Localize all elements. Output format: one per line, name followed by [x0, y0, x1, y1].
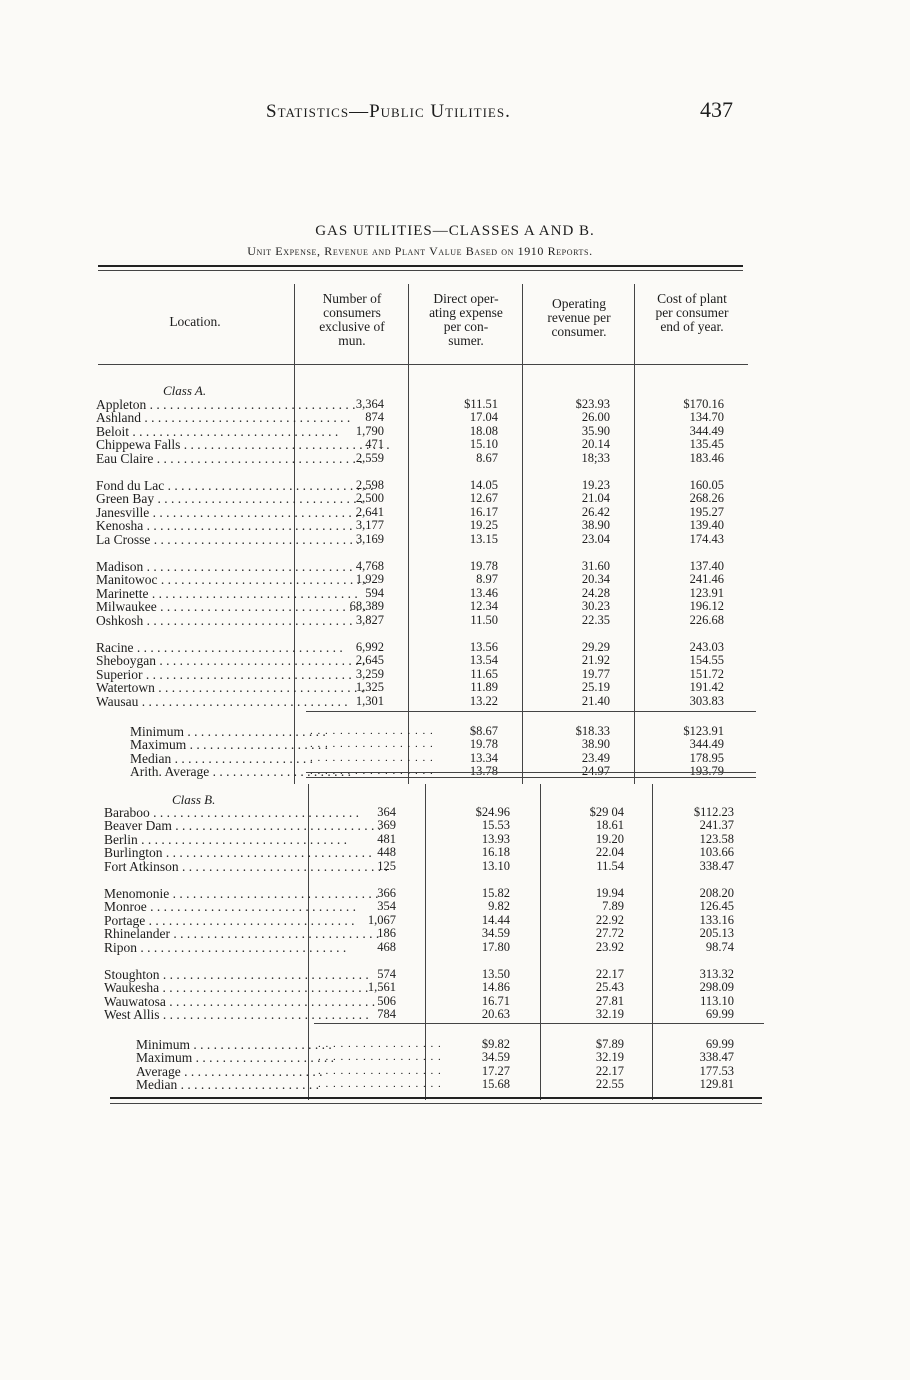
revenue-cell: 35.90 [581, 423, 610, 438]
cost-cell: 174.43 [689, 531, 724, 546]
table-row [96, 492, 724, 506]
cost-cell: 160.05 [689, 478, 724, 492]
stat-row [136, 1051, 734, 1065]
revenue-cell: 38.90 [581, 737, 610, 752]
stats-rule-b [314, 1023, 764, 1024]
location-cell: Median . . . [136, 1078, 306, 1092]
table-row [104, 846, 734, 860]
expense-cell: 19.78 [469, 737, 498, 752]
cost-cell: 313.32 [699, 967, 734, 981]
cost-cell: 195.27 [689, 504, 724, 519]
table-row [96, 411, 724, 425]
location-cell: Madison . . . [96, 560, 292, 574]
location-cell: Green Bay . . . [96, 492, 292, 506]
table-row [96, 614, 724, 628]
expense-cell: 34.59 [481, 1050, 510, 1065]
revenue-cell: 18;33 [581, 450, 610, 465]
consumers-cell: 354 [377, 899, 396, 914]
consumers-cell: 369 [377, 818, 396, 833]
location-cell: Wausau . . . [96, 695, 292, 709]
expense-cell: 18.08 [469, 423, 498, 438]
location-cell: Ashland . . . [96, 411, 292, 425]
header-revenue: Operating revenue per consumer. [547, 296, 611, 339]
expense-cell: 15.68 [481, 1077, 510, 1092]
revenue-cell: 24.28 [581, 585, 610, 600]
location-cell: Menomonie . . . [104, 887, 304, 901]
expense-cell: 11.89 [470, 680, 498, 695]
revenue-cell: $29 04 [589, 805, 624, 819]
location-cell: Watertown . . . [96, 681, 292, 695]
location-cell: Rhinelander . . . [104, 927, 304, 941]
expense-cell: $11.51 [464, 397, 498, 411]
revenue-cell: $23.93 [575, 397, 610, 411]
consumers-cell: 874 [365, 410, 384, 425]
stat-row [136, 1078, 734, 1092]
consumers-cell: 2,559 [355, 450, 384, 465]
cost-cell: $170.16 [683, 397, 724, 411]
class-divider-rule-2 [306, 777, 756, 778]
table-row [96, 533, 724, 547]
expense-cell: 16.17 [469, 504, 498, 519]
class-divider-rule [306, 772, 756, 773]
stats-rule-a [306, 711, 756, 712]
expense-cell: 12.34 [469, 599, 498, 614]
expense-cell: 13.50 [481, 967, 510, 981]
location-cell: Stoughton . . . [104, 968, 304, 982]
location-cell: Oshkosh . . . [96, 614, 292, 628]
expense-cell: 15.82 [481, 886, 510, 900]
table-title: GAS UTILITIES—CLASSES A AND B. [315, 223, 595, 239]
cost-cell: $123.91 [683, 724, 724, 738]
expense-cell: 34.59 [481, 926, 510, 941]
consumers-cell: 468 [377, 939, 396, 954]
consumers-cell: 366 [377, 886, 396, 900]
consumers-cell: 2,645 [355, 653, 384, 668]
revenue-cell: 19.20 [595, 831, 624, 846]
expense-cell: 15.53 [481, 818, 510, 833]
consumers-cell: 481 [377, 831, 396, 846]
expense-cell: $24.96 [475, 805, 510, 819]
consumers-cell: 448 [377, 845, 396, 860]
revenue-cell: 25.43 [595, 980, 624, 995]
consumers-cell: 6,992 [355, 640, 384, 654]
page-number: 437 [700, 97, 733, 122]
revenue-cell: 21.04 [581, 491, 610, 506]
revenue-cell: 20.14 [581, 437, 610, 452]
consumers-cell: 1,929 [355, 572, 384, 587]
revenue-cell: 22.92 [595, 912, 624, 927]
location-cell: Eau Claire . . . [96, 452, 292, 466]
location-cell: West Allis . . . [104, 1008, 304, 1022]
cost-cell: 183.46 [689, 450, 724, 465]
revenue-cell: 23.49 [581, 750, 610, 765]
expense-cell: 17.80 [481, 939, 510, 954]
table-row [104, 1008, 734, 1022]
revenue-cell: 31.60 [581, 559, 610, 573]
location-cell: Wauwatosa . . . [104, 995, 304, 1009]
expense-cell: 19.78 [469, 559, 498, 573]
expense-cell: 13.46 [469, 585, 498, 600]
location-cell: Superior . . . [96, 668, 292, 682]
cost-cell: 151.72 [689, 666, 724, 681]
cost-cell: 69.99 [705, 1037, 734, 1051]
placeholder-dots: . . . . . . . . . . . . . . . . . [318, 1051, 442, 1064]
revenue-cell: 23.92 [595, 939, 624, 954]
location-cell: Burlington . . . [104, 846, 304, 860]
table-row [96, 438, 724, 452]
cost-cell: 123.91 [689, 585, 724, 600]
consumers-cell: 4,768 [355, 559, 384, 573]
revenue-cell: 24.97 [581, 764, 610, 779]
consumers-cell: 1,301 [355, 693, 384, 708]
expense-cell: 16.71 [481, 993, 510, 1008]
location-cell: Maximum . . . [136, 1051, 306, 1065]
revenue-cell: 22.55 [595, 1077, 624, 1092]
cost-cell: 137.40 [689, 559, 724, 573]
location-cell: Median . . . [130, 752, 300, 766]
placeholder-dots: . . . . . . . . . . . . . . . . . [310, 765, 434, 778]
table-row [104, 927, 734, 941]
cost-cell: 103.66 [699, 845, 734, 860]
table-row [104, 819, 734, 833]
cost-cell: 193.79 [689, 764, 724, 779]
location-cell: Fort Atkinson . . . [104, 860, 304, 874]
stat-row [130, 738, 724, 752]
header-location: Location. [169, 314, 221, 329]
location-cell: Portage . . . [104, 914, 304, 928]
location-cell: Maximum . . . [130, 738, 300, 752]
table-row [96, 452, 724, 466]
consumers-cell: 2,500 [355, 491, 384, 506]
bottom-rule [110, 1097, 762, 1099]
consumers-cell: 3,169 [355, 531, 384, 546]
consumers-cell: 68,389 [349, 599, 384, 614]
cost-cell: 241.46 [689, 572, 724, 587]
header-expense: Direct oper- ating expense per con- sumer. [429, 291, 503, 348]
revenue-cell: 27.72 [595, 926, 624, 941]
expense-cell: 14.86 [481, 980, 510, 995]
cost-cell: 139.40 [689, 518, 724, 533]
table-row [96, 681, 724, 695]
revenue-cell: 25.19 [581, 680, 610, 695]
cost-cell: 126.45 [699, 899, 734, 914]
expense-cell: 13.54 [469, 653, 498, 668]
expense-cell: 11.65 [470, 666, 498, 681]
location-cell: Waukesha . . . [104, 981, 304, 995]
cost-cell: 133.16 [699, 912, 734, 927]
expense-cell: 17.27 [481, 1063, 510, 1078]
expense-cell: 13.56 [469, 640, 498, 654]
revenue-cell: 21.40 [581, 693, 610, 708]
expense-cell: 8.67 [476, 450, 498, 465]
expense-cell: 15.10 [469, 437, 498, 452]
revenue-cell: $7.89 [595, 1037, 624, 1051]
consumers-cell: 3,177 [355, 518, 384, 533]
location-cell: Baraboo . . . [104, 806, 304, 820]
consumers-cell: 125 [377, 858, 396, 873]
expense-cell: 11.50 [470, 612, 498, 627]
location-cell: Kenosha . . . [96, 519, 292, 533]
revenue-cell: 22.04 [595, 845, 624, 860]
cost-cell: 178.95 [689, 750, 724, 765]
cost-cell: 208.20 [699, 886, 734, 900]
expense-cell: $9.82 [481, 1037, 510, 1051]
top-rule [98, 265, 743, 267]
consumers-cell: 574 [377, 967, 396, 981]
expense-cell: 8.97 [476, 572, 498, 587]
location-cell: Beloit . . . [96, 425, 292, 439]
revenue-cell: 38.90 [581, 518, 610, 533]
cost-cell: 129.81 [699, 1077, 734, 1092]
class-a-label: Class A. [163, 383, 207, 398]
expense-cell: 13.78 [469, 764, 498, 779]
revenue-cell: 29.29 [581, 640, 610, 654]
location-cell: Average . . . [136, 1065, 306, 1079]
cost-cell: 344.49 [689, 423, 724, 438]
location-cell: Manitowoc . . . [96, 573, 292, 587]
revenue-cell: 26.00 [581, 410, 610, 425]
consumers-cell: 1,790 [355, 423, 384, 438]
cost-cell: 241.37 [699, 818, 734, 833]
header-rule [98, 364, 748, 365]
table-row [96, 519, 724, 533]
cost-cell: 298.09 [699, 980, 734, 995]
location-cell: Beaver Dam . . . [104, 819, 304, 833]
table-row [96, 573, 724, 587]
revenue-cell: 22.35 [581, 612, 610, 627]
revenue-cell: 23.04 [581, 531, 610, 546]
revenue-cell: 11.54 [596, 858, 624, 873]
location-cell: Fond du Lac . . . [96, 479, 292, 493]
placeholder-dots: . . . . . . . . . . . . . . . . . [310, 738, 434, 751]
location-cell: Marinette . . . [96, 587, 292, 601]
placeholder-dots: . . . . . . . . . . . . . . . . . [310, 725, 434, 737]
top-rule-inner [98, 270, 743, 271]
revenue-cell: 22.17 [595, 967, 624, 981]
table-row [96, 695, 724, 709]
revenue-cell: 18.61 [595, 818, 624, 833]
cost-cell: 135.45 [689, 437, 724, 452]
cost-cell: 191.42 [689, 680, 724, 695]
expense-cell: 13.10 [481, 858, 510, 873]
table-row [104, 860, 734, 874]
expense-cell: 14.05 [469, 478, 498, 492]
consumers-cell: 364 [377, 805, 396, 819]
consumers-cell: 1,067 [367, 912, 396, 927]
placeholder-dots: . . . . . . . . . . . . . . . . . [318, 1038, 442, 1050]
consumers-cell: 1,325 [355, 680, 384, 695]
cost-cell: 134.70 [689, 410, 724, 425]
placeholder-dots: . . . . . . . . . . . . . . . . . [318, 1078, 442, 1091]
table-subtitle: Unit Expense, Revenue and Plant Value Based on 1910 Reports. [247, 244, 593, 258]
location-cell: Appleton . . . [96, 398, 292, 412]
cost-cell: 205.13 [699, 926, 734, 941]
consumers-cell: 3,827 [355, 612, 384, 627]
revenue-cell: 32.19 [595, 1050, 624, 1065]
revenue-cell: 22.17 [595, 1063, 624, 1078]
cost-cell: $112.23 [693, 805, 734, 819]
expense-cell: 13.15 [469, 531, 498, 546]
cost-cell: 344.49 [689, 737, 724, 752]
location-cell: Chippewa Falls . . . [96, 438, 292, 452]
location-cell: Monroe . . . [104, 900, 304, 914]
table-row [104, 941, 734, 955]
cost-cell: 196.12 [689, 599, 724, 614]
consumers-cell: 3,364 [355, 397, 384, 411]
header-cost: Cost of plant per consumer end of year. [655, 291, 729, 334]
consumers-cell: 506 [377, 993, 396, 1008]
table-row [96, 654, 724, 668]
consumers-cell: 594 [365, 585, 384, 600]
location-cell: Janesville . . . [96, 506, 292, 520]
expense-cell: 17.04 [469, 410, 498, 425]
location-cell: Sheboygan . . . [96, 654, 292, 668]
cost-cell: 303.83 [689, 693, 724, 708]
location-cell: Minimum . . . [130, 725, 300, 739]
cost-cell: 243.03 [689, 640, 724, 654]
table-row [104, 900, 734, 914]
consumers-cell: 2,598 [355, 478, 384, 492]
expense-cell: 13.93 [481, 831, 510, 846]
consumers-cell: 1,561 [367, 980, 396, 995]
revenue-cell: 7.89 [602, 899, 624, 914]
location-cell: Berlin . . . [104, 833, 304, 847]
cost-cell: 98.74 [705, 939, 734, 954]
consumers-cell: 186 [377, 926, 396, 941]
location-cell: Ripon . . . [104, 941, 304, 955]
expense-cell: 19.25 [469, 518, 498, 533]
cost-cell: 268.26 [689, 491, 724, 506]
expense-cell: 13.34 [469, 750, 498, 765]
revenue-cell: 19.94 [595, 886, 624, 900]
consumers-cell: 2,641 [355, 504, 384, 519]
cost-cell: 113.10 [700, 993, 734, 1008]
revenue-cell: 19.77 [581, 666, 610, 681]
revenue-cell: 19.23 [581, 478, 610, 492]
expense-cell: 12.67 [469, 491, 498, 506]
cost-cell: 123.58 [699, 831, 734, 846]
table-row [96, 600, 724, 614]
revenue-cell: 21.92 [581, 653, 610, 668]
consumers-cell: 471 [365, 437, 384, 452]
consumers-cell: 3,259 [355, 666, 384, 681]
location-cell: La Crosse . . . [96, 533, 292, 547]
revenue-cell: $18.33 [575, 724, 610, 738]
placeholder-dots: . . . . . . . . . . . . . . . . . [318, 1064, 442, 1077]
location-cell: Racine . . . [96, 641, 292, 655]
cost-cell: 177.53 [699, 1063, 734, 1078]
cost-cell: 69.99 [705, 1007, 734, 1022]
revenue-cell: 26.42 [581, 504, 610, 519]
revenue-cell: 30.23 [581, 599, 610, 614]
running-title: Statistics—Public Utilities. [266, 101, 511, 122]
expense-cell: $8.67 [469, 724, 498, 738]
location-cell: Minimum . . . [136, 1038, 306, 1052]
placeholder-dots: . . . . . . . . . . . . . . . . . [310, 751, 434, 764]
class-b-label: Class B. [172, 792, 216, 807]
location-cell: Milwaukee . . . [96, 600, 292, 614]
expense-cell: 9.82 [488, 899, 510, 914]
location-cell: Arith. Average . . . [130, 765, 300, 779]
cost-cell: 338.47 [699, 858, 734, 873]
table-row [104, 981, 734, 995]
bottom-rule-inner [110, 1103, 762, 1104]
header-consumers: Number of consumers exclusive of mun. [319, 291, 385, 348]
revenue-cell: 20.34 [581, 572, 610, 587]
cost-cell: 338.47 [699, 1050, 734, 1065]
expense-cell: 14.44 [481, 912, 510, 927]
revenue-cell: 27.81 [595, 993, 624, 1008]
expense-cell: 20.63 [481, 1007, 510, 1022]
consumers-cell: 784 [377, 1007, 396, 1022]
cost-cell: 226.68 [689, 612, 724, 627]
cost-cell: 154.55 [689, 653, 724, 668]
expense-cell: 16.18 [481, 845, 510, 860]
expense-cell: 13.22 [469, 693, 498, 708]
revenue-cell: 32.19 [595, 1007, 624, 1022]
running-head [0, 97, 910, 127]
